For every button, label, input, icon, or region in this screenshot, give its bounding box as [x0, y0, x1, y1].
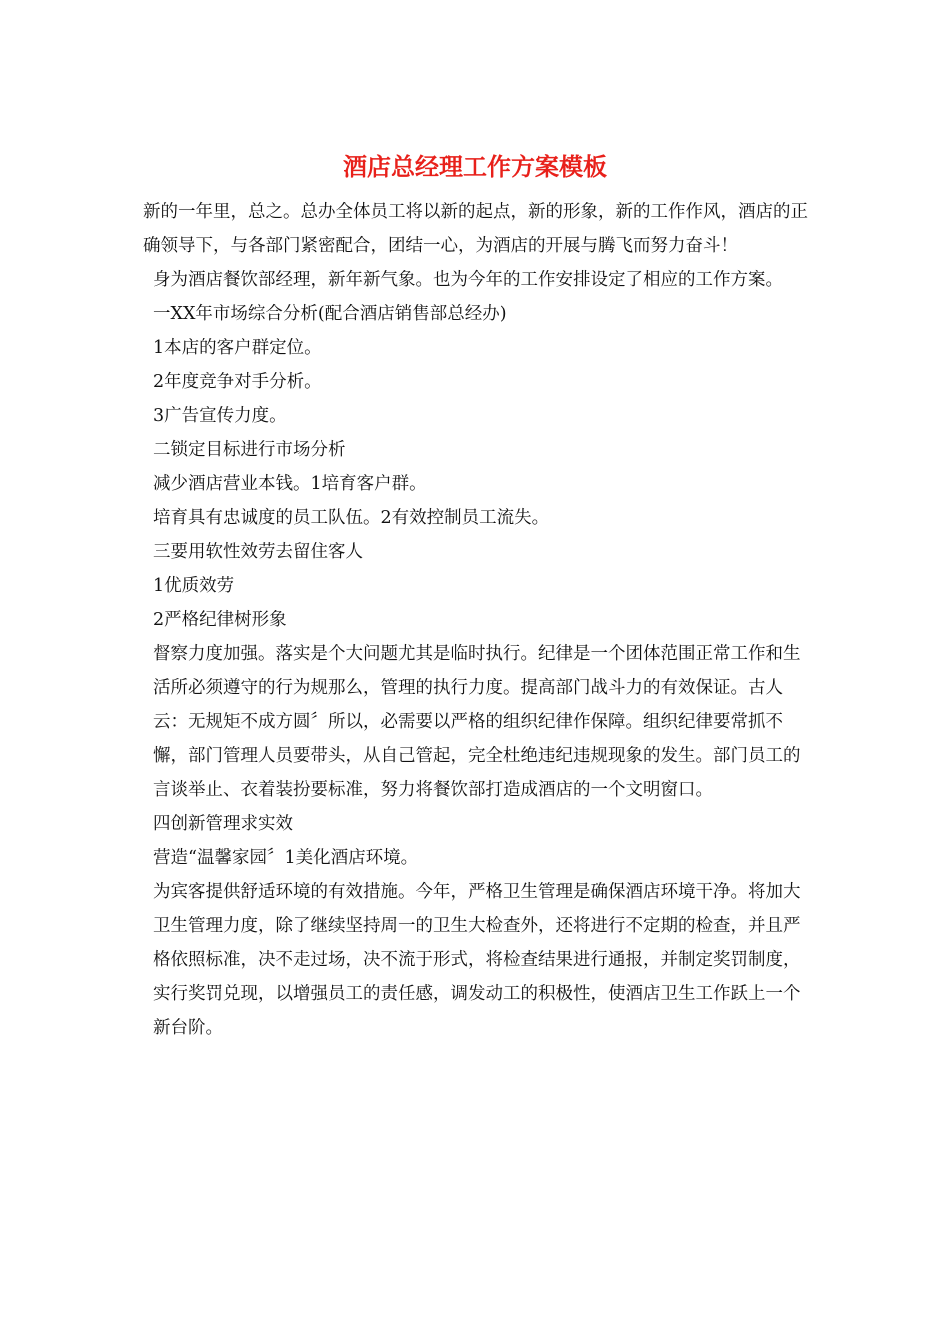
paragraph-intro: 新的一年里，总之。总办全体员工将以新的起点，新的形象，新的工作作风，酒店的正确领导下，与各部门紧密配合，团结一心，为酒店的开展与腾飞而努力奋斗！: [143, 202, 808, 256]
paragraph-hygiene: 为宾客提供舒适环境的有效措施。今年，严格卫生管理是确保酒店环境干净。将加大卫生管理力度，除了继续坚持周一的卫生大检查外，还将进行不定期的检查，并且严格依照标准，决不走过场，决不流于形式，将检查结果进行通报，并制定奖罚制度，实行奖罚兑现，以增强员工的责任感，调发动工的积极性，使酒店卫生工作跃上一个新台阶。: [153, 882, 801, 1038]
section-heading-1: 一XX年市场综合分析(配合酒店销售部总经办): [153, 304, 507, 324]
document-body: [143, 195, 811, 1045]
list-item: 2严格纪律树形象: [153, 610, 287, 630]
list-item: 减少酒店营业本钱。1培育客户群。: [153, 474, 427, 494]
section-heading-2: 二锁定目标进行市场分析: [153, 440, 346, 460]
list-item: 1优质效劳: [153, 576, 235, 596]
section-heading-4: 四创新管理求实效: [153, 814, 293, 834]
paragraph-discipline: 督察力度加强。落实是个大问题尤其是临时执行。纪律是一个团体范围正常工作和生活所必须遵守的行为规那么，管理的执行力度。提高部门战斗力的有效保证。古人云：无规矩不成方圆〞所以，必需要以严格的组织纪律作保障。组织纪律要常抓不懈，部门管理人员要带头，从自己管起，完全杜绝违纪违规现象的发生。部门员工的言谈举止、衣着装扮要标准，努力将餐饮部打造成酒店的一个文明窗口。: [153, 644, 801, 800]
list-item: 2年度竞争对手分析。: [153, 372, 322, 392]
list-item: 3广告宣传力度。: [153, 406, 287, 426]
paragraph-role: 身为酒店餐饮部经理，新年新气象。也为今年的工作安排设定了相应的工作方案。: [153, 270, 783, 290]
section-heading-3: 三要用软性效劳去留住客人: [153, 542, 363, 562]
list-item: 1本店的客户群定位。: [153, 338, 322, 358]
list-item: 培育具有忠诚度的员工队伍。2有效控制员工流失。: [153, 508, 550, 528]
document-title: 酒店总经理工作方案模板: [343, 152, 607, 181]
list-item: 营造“温馨家园〞1美化酒店环境。: [153, 848, 419, 868]
